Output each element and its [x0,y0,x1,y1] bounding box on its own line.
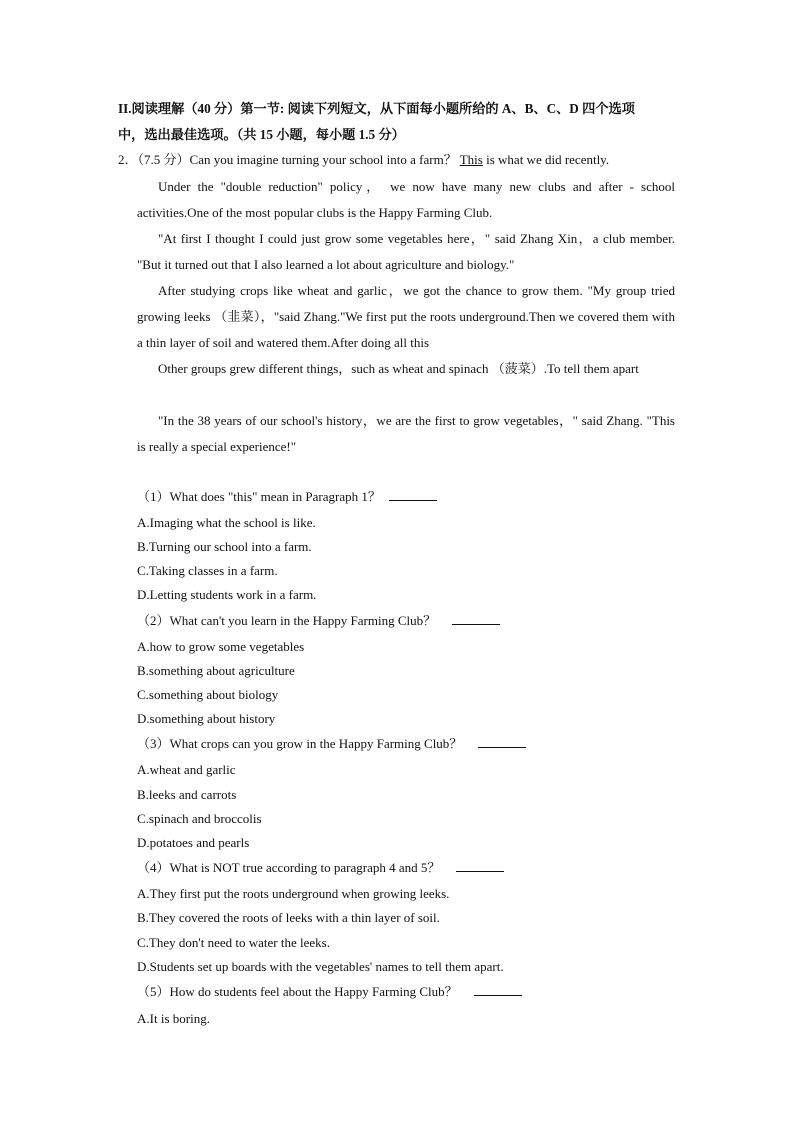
passage-paragraph-6: "In the 38 years of our school's history，we are the first to grow vegetables，" said Zhang. "This is really a special experience!" [137,413,675,454]
subquestion-1-stem: （1）What does "this" mean in Paragraph 1？ [137,488,437,506]
subquestion-2-option-c: C.something about biology [137,687,279,702]
subquestion-4-option-b: B.They covered the roots of leeks with a thin layer of soil. [137,910,440,925]
subquestion-5-option-a: A.It is boring. [137,1011,210,1026]
passage-paragraph-4: After studying crops like wheat and garlic，we got the chance to grow them. "My group tried growing leeks （韭菜），"said Zhang."We first put the roots underground.Then we covered them with a thin layer of soil and watered them.After doing all this [137,283,675,350]
answer-blank [474,983,522,996]
subquestion-1-option-b: B.Turning our school into a farm. [137,539,312,554]
section-heading [118,96,678,148]
subquestion-2-stem: （2）What can't you learn in the Happy Farming Club？ [137,612,500,630]
subquestion-4-option-a: A.They first put the roots underground when growing leeks. [137,886,450,901]
subquestion-3-option-d: D.potatoes and pearls [137,835,250,850]
subquestion-4-stem: （4）What is NOT true according to paragraph 4 and 5？ [137,859,504,877]
subquestion-2-option-d: D.something about history [137,711,276,726]
subquestion-2-option-a: A.how to grow some vegetables [137,639,305,654]
question-number: 2． [118,152,138,167]
subquestion-3-option-a: A.wheat and garlic [137,762,236,777]
section-heading-line-1: II.阅读理解（40 分）第一节: 阅读下列短文，从下面每小题所给的 A、B、C、D 四个选项 [118,101,635,116]
question-header [118,151,609,169]
section-heading-line-2: 中，选出最佳选项。（共 15 小题，每小题 1.5 分） [118,127,405,142]
answer-blank [389,488,437,501]
answer-blank [452,612,500,625]
subquestion-1-option-a: A.Imaging what the school is like. [137,515,316,530]
subquestion-3-stem: （3）What crops can you grow in the Happy Farming Club？ [137,735,526,753]
subquestion-4-option-d: D.Students set up boards with the vegetables' names to tell them apart. [137,959,504,974]
subquestion-5-stem: （5）How do students feel about the Happy Farming Club？ [137,983,522,1001]
passage-paragraph-3: "At first I thought I could just grow some vegetables here，" said Zhang Xin，a club member. "But it turned out that I also learned a lot about agriculture and biology." [137,231,675,272]
passage-paragraph-5: Other groups grew different things，such as wheat and spinach （菠菜）.To tell them apart [158,361,639,376]
question-score: （7.5 分） [137,152,190,167]
subquestion-4-option-c: C.They don't need to water the leeks. [137,935,330,950]
answer-blank [478,735,526,748]
subquestion-1-option-d: D.Letting students work in a farm. [137,587,317,602]
question-lead-tail: is what we did recently. [482,152,610,167]
answer-blank [456,859,504,872]
subquestion-1-option-c: C.Taking classes in a farm. [137,563,278,578]
question-lead: Can you imagine turning your school into a farm？ [189,152,460,167]
subquestion-2-option-b: B.something about agriculture [137,663,295,678]
underlined-this: This [459,152,483,167]
passage-paragraph-2: Under the "double reduction" policy， we now have many new clubs and after - school activities.One of the most popular clubs is the Happy Farming Club. [137,179,675,220]
subquestion-3-option-b: B.leeks and carrots [137,787,237,802]
subquestion-3-option-c: C.spinach and broccolis [137,811,262,826]
